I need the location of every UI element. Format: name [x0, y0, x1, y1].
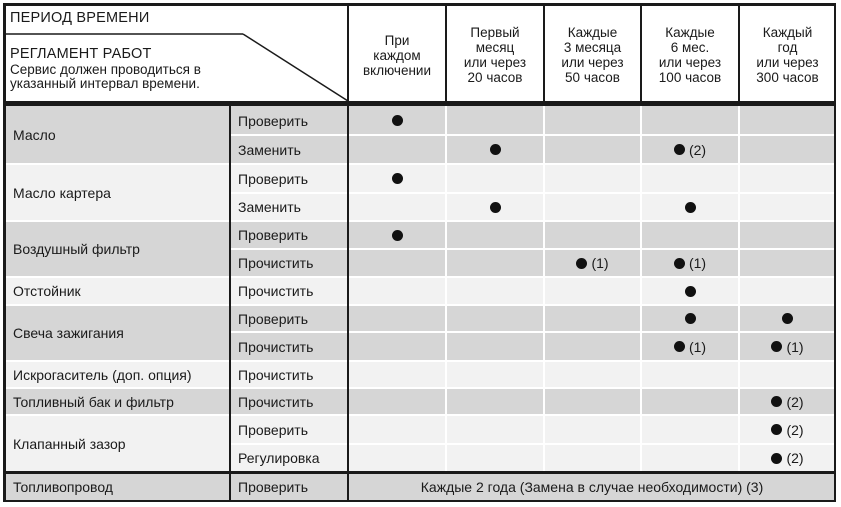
group-divider: [3, 220, 836, 222]
header-column-divider: [445, 3, 447, 101]
dot-icon: [685, 313, 696, 324]
schedule-cell: [544, 106, 641, 135]
maintenance-item: Масло картера: [3, 164, 230, 221]
maintenance-item: Искрогаситель (доп. опция): [3, 361, 230, 388]
dot-icon: [771, 424, 782, 435]
schedule-cell: [641, 249, 739, 277]
row-divider: [230, 331, 836, 333]
schedule-cell: [739, 305, 836, 332]
schedule-cell: [641, 221, 739, 249]
schedule-cell: [446, 388, 544, 415]
footnote-ref: (1): [786, 338, 804, 355]
schedule-cell: [348, 361, 446, 388]
dot-icon: [771, 341, 782, 352]
schedule-cell: [544, 444, 641, 472]
schedule-cell: [348, 221, 446, 249]
group-divider: [3, 163, 836, 165]
action-label: Прочистить: [230, 361, 348, 388]
schedule-cell: [739, 106, 836, 135]
footnote-ref: (1): [591, 255, 609, 271]
maintenance-item: Масло: [3, 106, 230, 164]
schedule-cell: [446, 277, 544, 305]
schedule-cell: [544, 135, 641, 164]
action-label: Прочистить: [230, 249, 348, 277]
schedule-cell: [641, 415, 739, 444]
schedule-cell: [544, 305, 641, 332]
row-divider: [230, 248, 836, 250]
schedule-cell: [348, 444, 446, 472]
item-action-divider: [229, 101, 231, 502]
dot-icon: [771, 453, 782, 464]
period-column-header: Первый месяц или через 20 часов: [463, 25, 527, 85]
schedule-cell: [348, 135, 446, 164]
period-column-header: При каждом включении: [362, 32, 431, 78]
period-column-header: Каждый год или через 300 часов: [756, 25, 819, 85]
schedule-cell: [739, 249, 836, 277]
schedule-cell: [446, 135, 544, 164]
schedule-cell: [446, 106, 544, 135]
schedule-cell: [739, 388, 836, 415]
schedule-cell: [446, 361, 544, 388]
schedule-cell: [739, 415, 836, 444]
action-label: Проверить: [230, 305, 348, 332]
period-column-header: Каждые 6 мес. или через 100 часов: [658, 25, 722, 85]
period-label: ПЕРИОД ВРЕМЕНИ: [10, 10, 150, 26]
schedule-description: Сервис должен проводиться в указанный интервал времени.: [10, 62, 201, 91]
dot-icon: [576, 258, 587, 269]
column-divider: [445, 106, 447, 472]
schedule-cell: [739, 277, 836, 305]
footnote-ref: (1): [688, 255, 707, 271]
schedule-cell: [348, 164, 446, 193]
schedule-cell: [641, 135, 739, 164]
schedule-cell: [641, 164, 739, 193]
action-label: Заменить: [230, 135, 348, 164]
maintenance-item: Отстойник: [3, 277, 230, 305]
footnote-ref: (2): [786, 450, 804, 466]
dot-icon: [685, 202, 696, 213]
schedule-cell: [544, 361, 641, 388]
footnote-ref: (2): [786, 421, 804, 438]
maintenance-item: Клапанный зазор: [3, 415, 230, 472]
schedule-cell: [446, 305, 544, 332]
dot-icon: [392, 230, 403, 241]
dot-icon: [782, 313, 793, 324]
schedule-cell: [739, 444, 836, 472]
dot-icon: [674, 144, 685, 155]
header-bottom-border: [3, 101, 836, 106]
schedule-cell: [348, 106, 446, 135]
span-top-border: [3, 471, 836, 474]
header-column-divider: [543, 3, 545, 101]
schedule-cell: [641, 106, 739, 135]
header-column-divider: [738, 3, 740, 101]
schedule-cell: [739, 193, 836, 221]
outer-border-right: [834, 3, 837, 502]
outer-border-left: [3, 3, 6, 502]
maintenance-item: Топливный бак и фильтр: [3, 388, 230, 415]
schedule-cell: [544, 249, 641, 277]
maintenance-item: Свеча зажигания: [3, 305, 230, 361]
schedule-cell: [739, 221, 836, 249]
dot-icon: [490, 202, 501, 213]
schedule-cell: [544, 277, 641, 305]
schedule-cell: [544, 332, 641, 361]
action-label: Проверить: [230, 106, 348, 135]
dot-icon: [490, 144, 501, 155]
row-divider: [230, 134, 836, 136]
schedule-cell: [446, 221, 544, 249]
maintenance-item: Топливопровод: [3, 472, 230, 502]
schedule-cell: [446, 193, 544, 221]
maintenance-schedule-table: [3, 3, 836, 502]
schedule-cell: [348, 277, 446, 305]
outer-border-bottom: [3, 500, 836, 503]
schedule-cell: [544, 388, 641, 415]
span-note: Каждые 2 года (Замена в случае необходимости) (3): [348, 472, 836, 502]
group-divider: [3, 304, 836, 306]
dot-icon: [392, 173, 403, 184]
schedule-cell: [544, 193, 641, 221]
group-divider: [3, 414, 836, 416]
row-divider: [230, 192, 836, 194]
schedule-cell: [446, 444, 544, 472]
schedule-cell: [641, 305, 739, 332]
schedule-cell: [446, 332, 544, 361]
column-divider: [543, 106, 545, 472]
dot-icon: [674, 258, 685, 269]
schedule-cell: [641, 332, 739, 361]
action-label: Проверить: [230, 415, 348, 444]
schedule-cell: [641, 193, 739, 221]
schedule-label: РЕГЛАМЕНТ РАБОТ: [10, 46, 152, 62]
schedule-cell: [739, 135, 836, 164]
schedule-cell: [641, 277, 739, 305]
action-label: Прочистить: [230, 332, 348, 361]
row-divider: [230, 443, 836, 445]
schedule-cell: [544, 164, 641, 193]
schedule-cell: [641, 388, 739, 415]
schedule-cell: [739, 332, 836, 361]
header-diagonal-line: [3, 3, 348, 101]
action-label: Прочистить: [230, 388, 348, 415]
schedule-cell: [641, 444, 739, 472]
maintenance-item: Воздушный фильтр: [3, 221, 230, 277]
schedule-cell: [641, 361, 739, 388]
footnote-ref: (2): [786, 393, 804, 410]
action-label: Регулировка: [230, 444, 348, 472]
schedule-cell: [348, 249, 446, 277]
schedule-cell: [739, 361, 836, 388]
schedule-cell: [348, 305, 446, 332]
group-divider: [3, 276, 836, 278]
group-divider: [3, 387, 836, 389]
period-column-header: Каждые 3 месяца или через 50 часов: [561, 25, 624, 85]
schedule-cell: [544, 415, 641, 444]
outer-border-top: [3, 3, 836, 6]
header-left-cell: [3, 3, 348, 101]
schedule-cell: [348, 388, 446, 415]
action-label: Проверить: [230, 472, 348, 502]
schedule-cell: [348, 332, 446, 361]
schedule-cell: [446, 415, 544, 444]
footnote-ref: (1): [688, 338, 707, 355]
dot-icon: [771, 396, 782, 407]
action-grid-divider: [347, 101, 349, 502]
schedule-cell: [446, 249, 544, 277]
schedule-cell: [446, 164, 544, 193]
action-label: Заменить: [230, 193, 348, 221]
group-divider: [3, 360, 836, 362]
dot-icon: [392, 115, 403, 126]
action-label: Проверить: [230, 221, 348, 249]
action-label: Прочистить: [230, 277, 348, 305]
footnote-ref: (2): [688, 141, 707, 158]
header-column-divider: [347, 3, 349, 101]
schedule-cell: [544, 221, 641, 249]
dot-icon: [674, 341, 685, 352]
schedule-cell: [348, 415, 446, 444]
dot-icon: [685, 286, 696, 297]
schedule-cell: [739, 164, 836, 193]
action-label: Проверить: [230, 164, 348, 193]
column-divider: [738, 106, 740, 472]
header-column-divider: [640, 3, 642, 101]
schedule-cell: [348, 193, 446, 221]
column-divider: [640, 106, 642, 472]
